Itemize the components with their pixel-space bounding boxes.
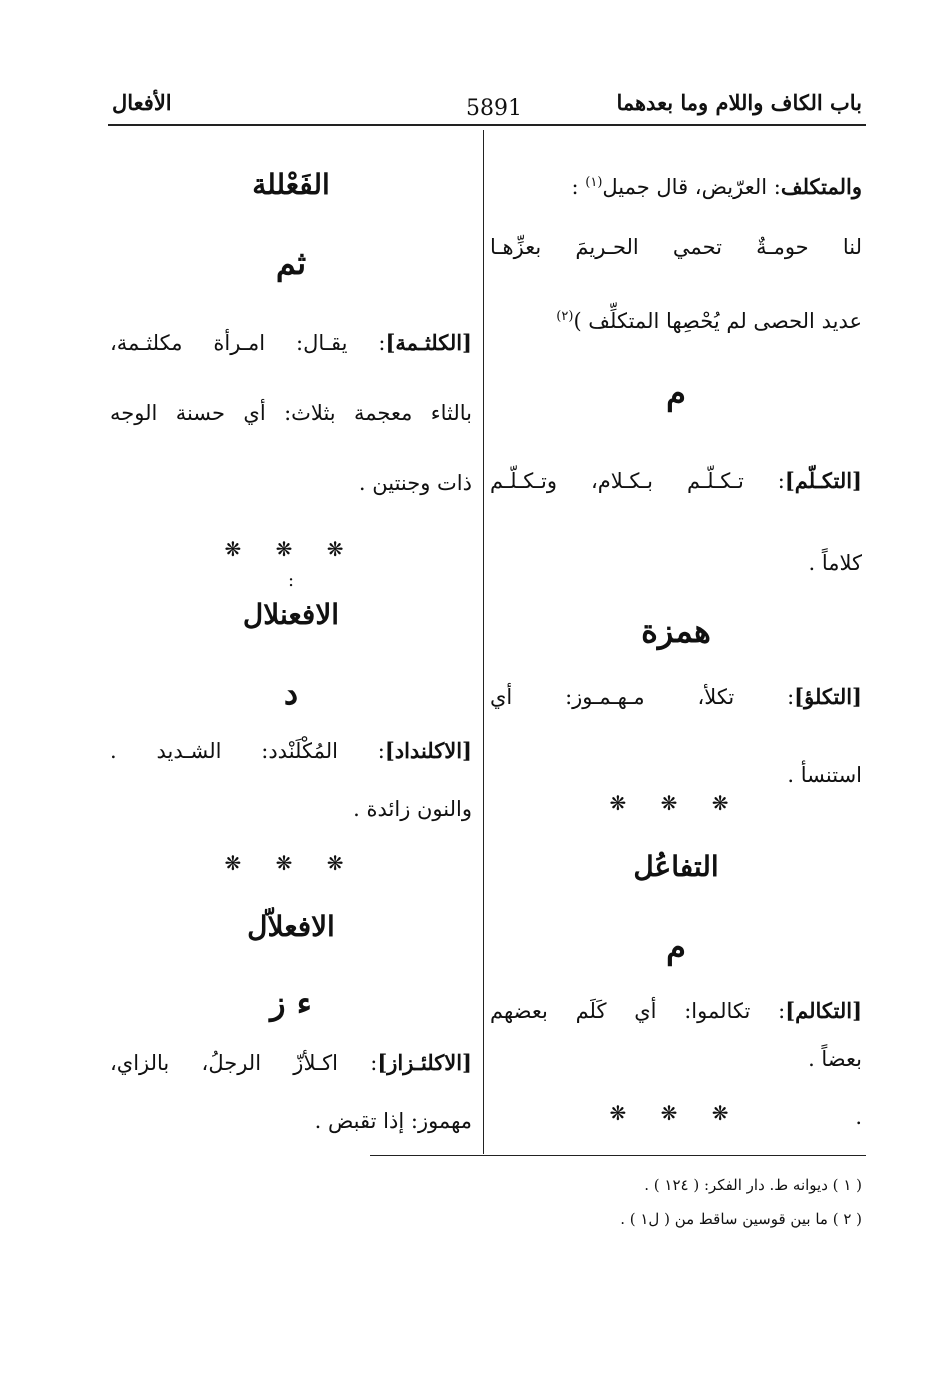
verse-line-1: لنا حومـةٌ تحمي الحـريمَ بعزِّهـا xyxy=(490,235,862,259)
entry-text: : المُكْلَنْدد: الشـديد . xyxy=(110,739,385,763)
footnote-ref: (٢) xyxy=(556,309,574,324)
footnote-2: ( ٢ ) ما بين قوسين ساقط من ( ل١ ) . xyxy=(620,1210,862,1228)
entry-continuation: والنون زائدة . xyxy=(353,797,472,821)
verse-line-2 xyxy=(490,302,862,336)
entry-iklizaz xyxy=(110,1048,472,1078)
entry-continuation: استنسأ . xyxy=(787,763,862,787)
verse-text: عديد الحصى لم يُحْصِها المتكلِّف ) xyxy=(573,309,862,333)
section-heading: الافعنلال xyxy=(242,598,340,631)
entry-term: [الاكلئـزاز] xyxy=(377,1050,472,1075)
page-number: 5891 xyxy=(466,96,522,121)
entry-takallu xyxy=(490,682,862,712)
entry-text: : يقـال: امـرأة مكلثـمة، xyxy=(110,331,386,355)
chapter-title: باب الكاف واللام وما بعدهما xyxy=(616,90,862,115)
entry-continuation: كلاماً . xyxy=(808,551,862,575)
root-heading: د xyxy=(283,674,299,712)
entry-term: [التكـلّم] xyxy=(784,468,862,493)
entry-continuation: بعضاً . xyxy=(808,1047,862,1071)
entry-text: : اكـلأزّ الرجلُ، بالزاي، xyxy=(110,1051,378,1075)
stray-dot: . xyxy=(855,1105,862,1129)
header-rule xyxy=(108,124,866,126)
entry-takallum xyxy=(490,466,862,496)
section-separator: ❋ ❋ ❋ xyxy=(609,1101,743,1125)
entry-text: : xyxy=(571,175,579,199)
footnote-ref: (١) xyxy=(585,175,603,190)
root-heading: ثم xyxy=(275,244,307,282)
section-title: الأفعال xyxy=(112,90,172,115)
entry-text: : العرّيض، قال جميل xyxy=(602,175,781,199)
entry-term: والمتكلف xyxy=(780,174,862,199)
entry-iklindad xyxy=(110,736,472,766)
section-separator: ❋ ❋ ❋ xyxy=(224,851,358,875)
section-heading: الافعلاّل xyxy=(247,910,335,943)
section-heading: التفاعُل xyxy=(633,850,719,883)
section-separator: ❋ ❋ ❋ xyxy=(224,537,358,561)
section-heading: الفَعْللة xyxy=(252,168,330,201)
entry-term: [التكلؤ] xyxy=(794,684,862,709)
entry-text: : تكلأ، مـهـمـوز: أي xyxy=(490,685,795,709)
entry-kalthama xyxy=(110,328,472,358)
entry-text: : تكالموا: أي كَلَم بعضهم xyxy=(490,999,786,1023)
entry-term: [الاكلنداد] xyxy=(384,738,472,763)
entry-continuation: ذات وجنتين . xyxy=(358,471,472,495)
root-heading: م xyxy=(666,928,686,966)
entry-continuation: مهموز: إذا تقبض . xyxy=(314,1109,472,1133)
entry-term: [التكالم] xyxy=(785,998,862,1023)
section-separator: ❋ ❋ ❋ xyxy=(609,791,743,815)
entry-text: : تـكـلّـم بـكـلام، وتـكـلّـم xyxy=(490,469,785,493)
root-heading: م xyxy=(666,374,686,412)
stray-mark: : xyxy=(287,570,295,591)
root-heading: ء ز xyxy=(270,984,312,1022)
footnote-1: ( ١ ) ديوانه ط. دار الفكر: ( ١٢٤ ) . xyxy=(644,1176,862,1194)
column-divider xyxy=(483,130,484,1154)
entry-term: [الكلثـمة] xyxy=(385,330,472,355)
section-heading: همزة xyxy=(641,612,711,650)
footnote-rule xyxy=(370,1155,866,1156)
entry-continuation: بالثاء معجمة بثلاث: أي حسنة الوجه xyxy=(110,401,472,425)
entry-mutakallif xyxy=(490,168,862,202)
entry-takalum xyxy=(490,996,862,1026)
